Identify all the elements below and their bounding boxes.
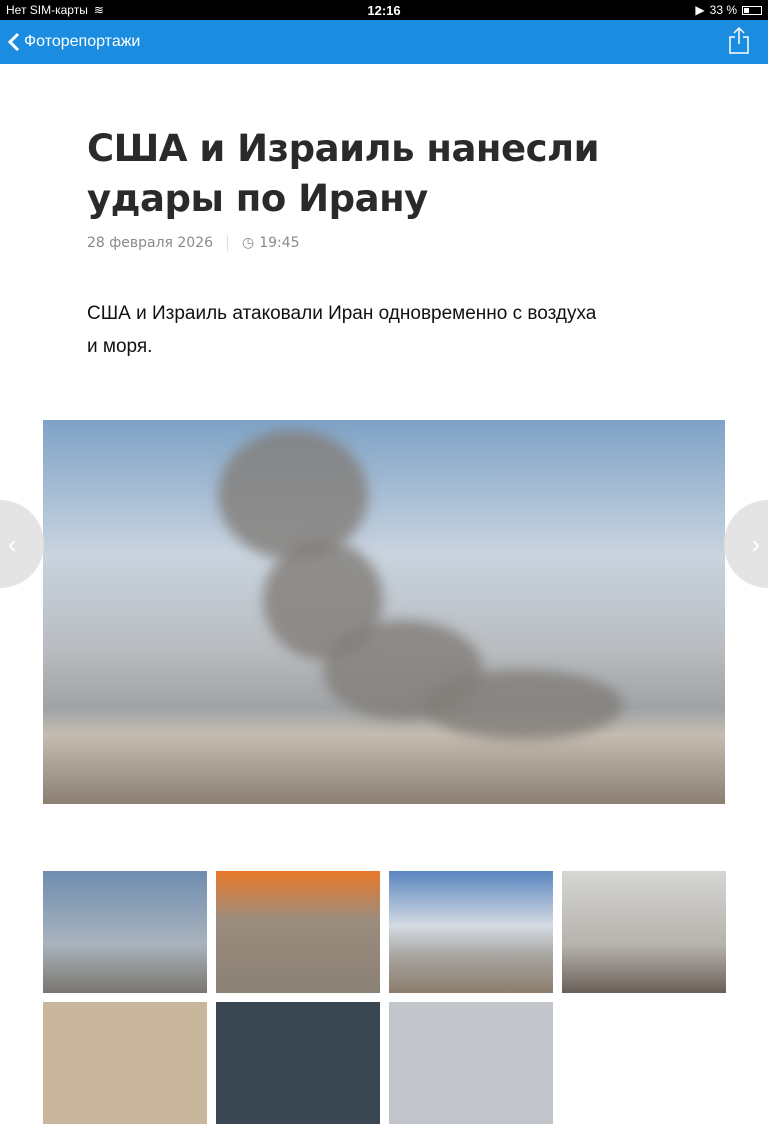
article-date: 28 февраля 2026 xyxy=(87,235,214,251)
article-meta xyxy=(87,235,300,251)
thumbnail[interactable] xyxy=(389,871,553,993)
article-time: 19:45 xyxy=(259,235,300,251)
thumbnail[interactable] xyxy=(562,871,726,993)
thumbnail[interactable] xyxy=(43,871,207,993)
article-title: США и Израиль нанесли удары по Ирану xyxy=(87,127,600,220)
chevron-right-icon: › xyxy=(751,528,760,559)
next-photo-button[interactable] xyxy=(724,500,768,588)
battery-icon xyxy=(742,6,762,15)
clock-icon: ◷ xyxy=(242,235,255,251)
share-icon xyxy=(728,27,750,55)
nav-bar xyxy=(0,20,768,64)
thumbnail[interactable] xyxy=(389,1002,553,1124)
divider xyxy=(227,235,228,251)
play-icon: ▶ xyxy=(695,3,705,17)
battery-percent: 33 % xyxy=(709,3,737,17)
main-photo[interactable] xyxy=(43,420,725,804)
thumbnail[interactable] xyxy=(43,1002,207,1124)
carrier: Нет SIM-карты xyxy=(6,3,88,17)
chevron-left-icon xyxy=(8,32,20,52)
status-bar xyxy=(0,0,768,20)
prev-photo-button[interactable] xyxy=(0,500,44,588)
article-lead: США и Израиль атаковали Иран одновременно с воздуха и моря. xyxy=(87,303,597,357)
share-button[interactable] xyxy=(728,27,750,60)
wifi-icon: ≋ xyxy=(93,3,104,17)
back-button[interactable] xyxy=(0,32,140,52)
back-label: Фоторепортажи xyxy=(24,33,141,50)
chevron-left-icon: ‹ xyxy=(8,528,17,559)
thumbnail[interactable] xyxy=(216,1002,380,1124)
thumbnail[interactable] xyxy=(216,871,380,993)
clock: 12:16 xyxy=(367,2,401,18)
